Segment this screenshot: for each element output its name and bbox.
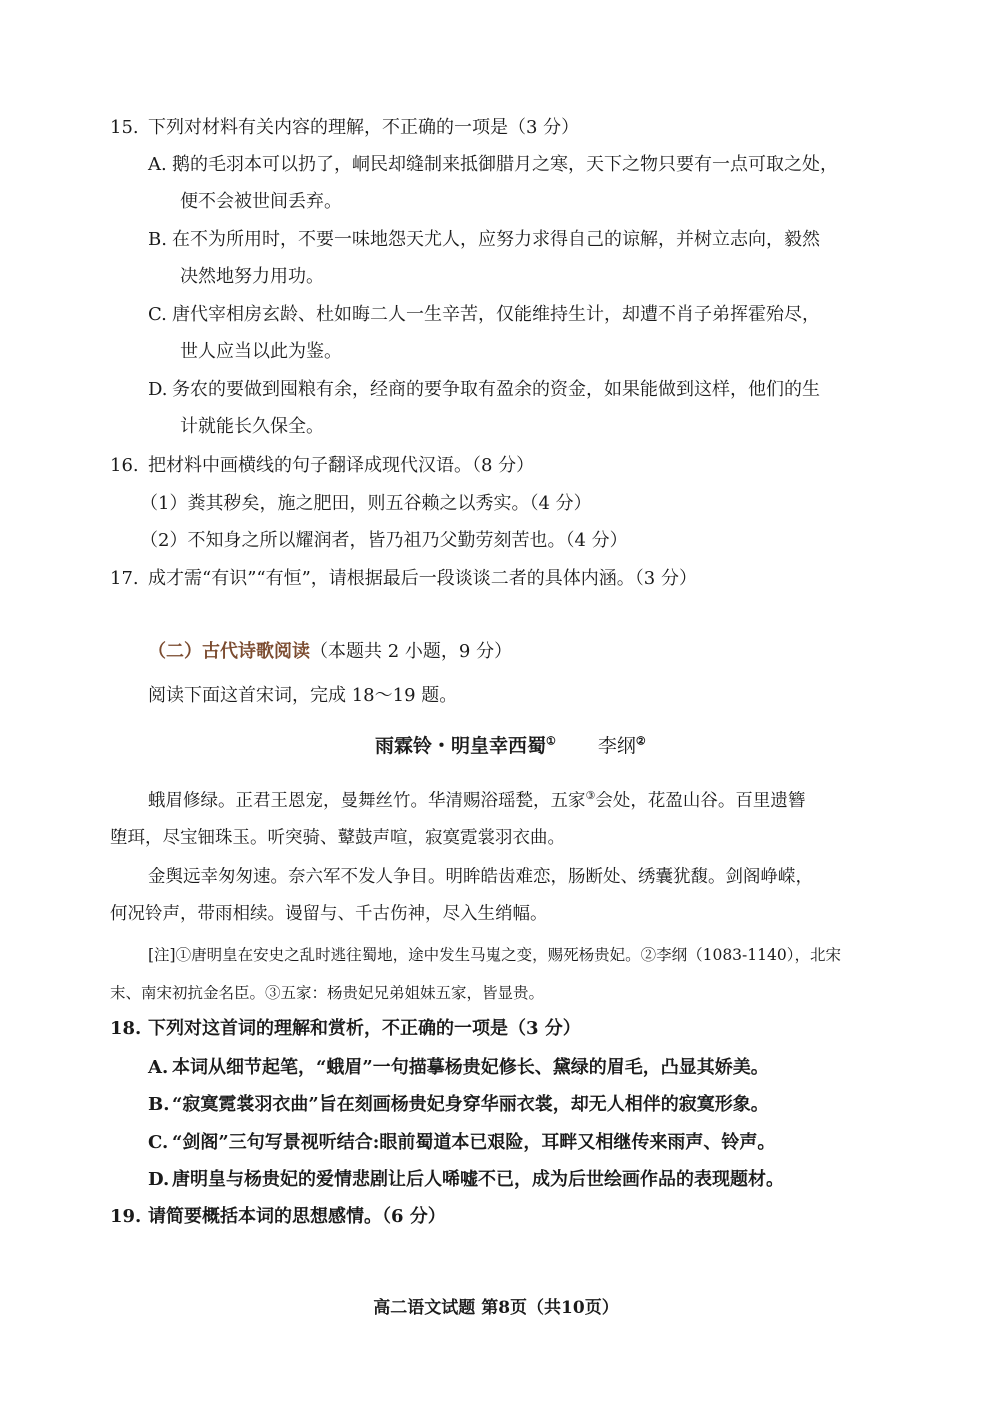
poem-line-1 bbox=[148, 789, 805, 813]
poem-text: 会处，花盈山谷。百里遗簪 bbox=[595, 791, 806, 811]
q18-option-c bbox=[148, 1131, 775, 1155]
question-19 bbox=[110, 1205, 446, 1229]
option-label: C. bbox=[148, 304, 167, 325]
option-label: C. bbox=[148, 1132, 169, 1153]
question-stem: 请简要概括本词的思想感情。（6 分） bbox=[148, 1206, 446, 1227]
q15-option-d bbox=[148, 378, 820, 402]
section-title: 古代诗歌阅读 bbox=[202, 641, 310, 662]
q15-option-d-cont: 计就能长久保全。 bbox=[180, 416, 324, 437]
poem-note-2: 末、南宋初抗金名臣。③五家：杨贵妃兄弟姐妹五家，皆显贵。 bbox=[110, 984, 545, 1002]
page-footer: 高二语文试题 第8页（共10页） bbox=[373, 1298, 619, 1318]
q18-option-d bbox=[148, 1168, 784, 1192]
question-stem: 成才需“有识”“有恒”，请根据最后一段谈谈二者的具体内涵。（3 分） bbox=[148, 568, 697, 589]
option-text: “剑阁”三句写景视听结合:眼前蜀道本已艰险，耳畔又相继传来雨声、铃声。 bbox=[172, 1132, 776, 1153]
section-heading bbox=[148, 640, 512, 664]
question-number: 17. bbox=[110, 568, 139, 589]
question-stem: 下列对材料有关内容的理解，不正确的一项是（3 分） bbox=[148, 117, 580, 138]
poem-title: 雨霖铃・明皇幸西蜀 bbox=[375, 735, 547, 757]
q15-option-c bbox=[148, 303, 820, 327]
section-prefix: （二） bbox=[148, 641, 202, 662]
poem-title-footnote-mark: ① bbox=[546, 734, 556, 748]
option-text: 在不为所用时，不要一味地怨天尤人，应努力求得自己的谅解，并树立志向，毅然 bbox=[172, 229, 820, 250]
section-instruction: 阅读下面这首宋词，完成 18～19 题。 bbox=[148, 685, 458, 706]
section-suffix: （本题共 2 小题，9 分） bbox=[310, 641, 513, 662]
question-number: 18. bbox=[110, 1018, 142, 1039]
q15-option-a-cont: 便不会被世间丢弃。 bbox=[180, 191, 342, 212]
question-stem: 把材料中画横线的句子翻译成现代汉语。（8 分） bbox=[148, 455, 535, 476]
option-label: A. bbox=[148, 1057, 169, 1078]
poem-note-1: [注]①唐明皇在安史之乱时逃往蜀地，途中发生马嵬之变，赐死杨贵妃。②李纲（1083-1140），北宋 bbox=[148, 946, 841, 964]
question-16 bbox=[110, 454, 534, 478]
poem-line-3: 金舆远幸匆匆速。奈六军不发人争目。明眸皓齿难恋，肠断处、绣囊犹馥。剑阁峥嵘， bbox=[148, 867, 813, 887]
option-text: 本词从细节起笔，“蛾眉”一句描摹杨贵妃修长、黛绿的眉毛，凸显其娇美。 bbox=[172, 1057, 769, 1078]
question-15 bbox=[110, 116, 579, 140]
poem-author-footnote-mark: ② bbox=[635, 734, 646, 748]
poem-title-row bbox=[375, 734, 646, 758]
option-label: D. bbox=[148, 379, 168, 400]
question-18 bbox=[110, 1017, 581, 1041]
option-label: B. bbox=[148, 229, 167, 250]
q18-option-b bbox=[148, 1093, 769, 1117]
option-text: “寂寞霓裳羽衣曲”旨在刻画杨贵妃身穿华丽衣裳，却无人相伴的寂寞形象。 bbox=[172, 1094, 769, 1115]
q15-option-b-cont: 决然地努力用功。 bbox=[180, 266, 324, 287]
q15-option-a bbox=[148, 153, 838, 177]
question-number: 16. bbox=[110, 455, 139, 476]
question-number: 15. bbox=[110, 117, 139, 138]
option-text: 唐代宰相房玄龄、杜如晦二人一生辛苦，仅能维持生计，却遭不肖子弟挥霍殆尽， bbox=[172, 304, 820, 325]
q15-option-b bbox=[148, 228, 820, 252]
q16-item-2: （2）不知身之所以耀润者，皆乃祖乃父勤劳刻苦也。（4 分） bbox=[140, 530, 628, 551]
poem-footnote-mark: ③ bbox=[585, 789, 596, 803]
option-label: A. bbox=[148, 154, 167, 175]
poem-line-4: 何况铃声，带雨相续。谩留与、千古伤神，尽入生绡幅。 bbox=[110, 904, 548, 924]
question-stem: 下列对这首词的理解和赏析，不正确的一项是（3 分） bbox=[148, 1018, 581, 1039]
option-text: 鹅的毛羽本可以扔了，峒民却缝制来抵御腊月之寒，天下之物只要有一点可取之处， bbox=[172, 154, 838, 175]
option-text: 务农的要做到囤粮有余，经商的要争取有盈余的资金，如果能做到这样，他们的生 bbox=[172, 379, 820, 400]
option-text: 唐明皇与杨贵妃的爱情悲剧让后人唏嘘不已，成为后世绘画作品的表现题材。 bbox=[172, 1169, 784, 1190]
q16-item-1: （1）粪其秽矣，施之肥田，则五谷赖之以秀实。（4 分） bbox=[140, 493, 592, 514]
q18-option-a bbox=[148, 1056, 769, 1080]
poem-line-2: 堕珥，尽宝钿珠玉。听突骑、鼙鼓声喧，寂寞霓裳羽衣曲。 bbox=[110, 828, 565, 848]
option-label: B. bbox=[148, 1094, 170, 1115]
poem-author: 李纲 bbox=[597, 735, 636, 757]
question-17 bbox=[110, 567, 697, 591]
poem-text: 蛾眉修绿。正君王恩宠，曼舞丝竹。华清赐浴瑶甃，五家 bbox=[148, 791, 586, 811]
q15-option-c-cont: 世人应当以此为鉴。 bbox=[180, 341, 342, 362]
question-number: 19. bbox=[110, 1206, 142, 1227]
option-label: D. bbox=[148, 1169, 170, 1190]
